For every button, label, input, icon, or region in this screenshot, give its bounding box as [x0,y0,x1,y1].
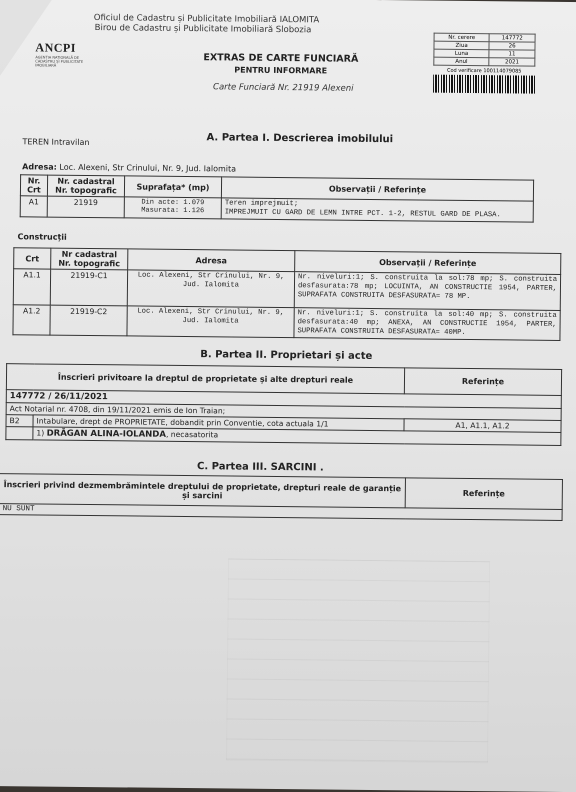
constructii-label: Construcții [17,232,67,242]
issuing-office [94,13,320,35]
carte-funciara-number: Carte Funciară Nr. 21919 Alexeni [213,82,354,94]
logo-subtitle: AGENȚIA NAȚIONALĂ DE CADASTRU ȘI PUBLICITATE IMOBILIARĂ [35,55,84,69]
cell-suprafata [124,197,221,219]
cell-crt: A1.1 [13,269,50,305]
header-nr-cadastral: Nr cadastral Nr. topografic [51,248,128,270]
cell-observatii [221,198,533,222]
part-a-heading: A. Partea I. Descrierea imobilului [206,132,394,146]
header-sarcini: Înscrieri privind dezmembrămintele dreptului de proprietate, drepturi reale de garanție și sarcini [0,474,405,508]
title-main: EXTRAS DE CARTE FUNCIARĂ [203,52,359,65]
obs-line-1: Teren imprejmuit; [224,199,299,209]
stamp-label: Nr. cerere [434,33,489,42]
cell-cadastral: 21919-C1 [50,269,127,306]
part-b-heading: B. Partea II. Proprietari și acte [200,349,373,362]
address-value: Loc. Alexeni, Str Crinului, Nr. 9, Jud. Ialomita [59,162,237,174]
header-referinte: Referințe [405,478,562,510]
show-through-table [226,558,490,763]
part-c-heading: C. Partea III. SARCINI . [197,461,324,474]
cell-observatii: Nr. niveluri:1; S. construita la sol:78 mp; S. construita desfasurata:78 mp; LOCUINTA, AN CONSTRUCTIE 1954, PARTER, SUPRAFATA CONSTRUITA DESFASURATA= 78 MP. [294,272,560,311]
stamp-label: Ziua [434,41,489,50]
cell-crt: A1 [20,196,47,217]
stamp-label: Luna [434,49,489,58]
logo-name: ANCPI [35,40,77,55]
owner-name: DRĂGAN ALINA-IOLANDA [46,428,167,440]
header-suprafata: Suprafața* (mp) [124,176,221,198]
teren-type: TEREN Intravilan [22,137,90,148]
stamp-value: 26 [489,42,535,50]
stamp-value: 11 [489,50,535,58]
header-nr-cadastral: Nr. cadastral Nr. topografic [47,175,124,197]
address-label: Adresa: [22,162,57,172]
ancpi-logo [35,40,83,68]
owner-spacer [6,427,33,440]
stamp-row [434,57,535,66]
office-line-1: Oficiul de Cadastru și Publicitate Imobiliară IALOMITA [93,13,320,26]
sarcini-value: NU SUNT [0,504,562,521]
entry-code: B2 [6,415,33,427]
header-observatii: Observații / Referințe [221,177,533,201]
header-observatii: Observații / Referințe [295,251,561,275]
cell-cadastral: 21919-C2 [50,305,127,336]
cell-observatii: Nr. niveluri:1; S. construita la sol:40 mp; S. construita desfasurata:40 mp; ANEXA, AN CONSTRUCTIE 1954, PARTER, SUPRAFATA CONSTRUITA DESFASURATA= 40MP. [294,308,560,341]
suprafata-acte: Din acte: 1.079 [141,198,205,208]
verification-code: Cod verificare 100114079085 [446,67,522,75]
suprafata-masurata: Masurata: 1.126 [141,206,205,216]
land-table [20,174,534,222]
office-line-2: Birou de Cadastru și Publicitate Imobiliară Slobozia [94,23,312,36]
title-sub: PENTRU INFORMARE [234,65,328,76]
table-row [20,196,533,222]
constructii-table [12,247,561,341]
sarcini-table [0,473,563,521]
table-row [13,269,560,311]
entry-description: Intabulare, drept de PROPRIETATE, dobandit prin Conventie, cota actuala 1/1 [33,415,404,431]
stamp-value: 2021 [489,58,535,66]
owner-number: 1) [36,428,45,438]
cell-cadastral: 21919 [47,196,124,218]
stamp-label: Anul [434,57,489,66]
request-number: 147772 / 26/11/2021 [6,390,561,409]
entry-referinte: A1, A1.1, A1.2 [404,419,561,433]
header-inscrieri: Înscrieri privitoare la dreptul de proprietate și alte drepturi reale [6,364,404,394]
obs-line-2: IMPREJMUIT CU GARD DE LEMN INTRE PCT. 1-2, RESTUL GARD DE PLASA. [224,208,501,220]
document-title [203,52,358,78]
header-nr-crt: Nr. Crt [20,175,47,196]
proprietari-table [5,363,562,446]
owner-status: , necasatorita [165,429,219,440]
table-row [13,305,560,341]
cell-adresa: Loc. Alexeni, Str Crinului, Nr. 9, Jud. Ialomita [127,270,294,308]
header-referinte: Referințe [404,368,561,396]
act-notarial: Act Notarial nr. 4708, din 19/11/2021 emis de Ion Traian; [6,403,561,421]
request-stamp [433,33,536,94]
address-line [22,162,236,173]
barcode [433,75,535,94]
header-crt: Crt [14,248,51,269]
stamp-value: 147772 [489,34,535,42]
cell-crt: A1.2 [13,305,50,335]
request-stamp-table [433,33,535,67]
header-adresa: Adresa [128,249,295,272]
cell-adresa: Loc. Alexeni, Str Crinului, Nr. 9, Jud. Ialomita [127,306,294,338]
